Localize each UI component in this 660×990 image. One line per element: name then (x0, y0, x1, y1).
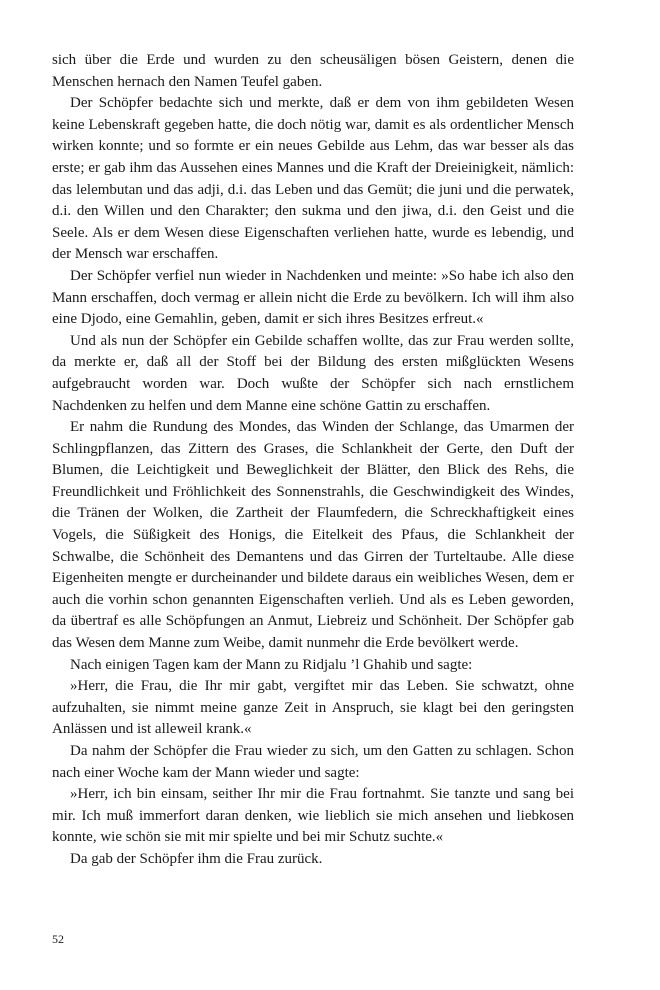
paragraph: Er nahm die Rundung des Mondes, das Winden der Schlange, das Umarmen der Schlingpflanzen, das Zittern des Grases, die Schlankheit der Gerte, den Duft der Blumen, die Leichtigkeit und Beweglichkeit der Blätter, den Blick des Rehs, die Freundlichkeit und Fröhlichkeit des Sonnenstrahls, die Geschwindigkeit des Windes, die Tränen der Wolken, die Zartheit der Flaumfedern, die Schreckhaftigkeit eines Vogels, die Süßigkeit des Honigs, die Eitelkeit des Pfaus, die Schlankheit der Schwalbe, die Schönheit des Demantens und das Girren der Turteltaube. Alle diese Eigenheiten mengte er durcheinander und bildete daraus ein weibliches Wesen, dem er auch die vorhin schon genannten Eigenschaften verlieh. Und als es Leben geworden, da übertraf es alle Schöpfungen an Anmut, Liebreiz und Schönheit. Der Schöpfer gab das Wesen dem Manne zum Weibe, damit nunmehr die Erde bevölkert werde. (52, 419, 574, 652)
paragraph: Der Schöpfer bedachte sich und merkte, daß er dem von ihm gebildeten Wesen keine Lebenskraft gegeben hatte, die doch nötig war, damit es als ordentlicher Mensch wirken konnte; und so formte er ein neues Gebilde aus Lehm, das war besser als das erste; er gab ihm das Aussehen eines Mannes und die Kraft der Dreieinigkeit, nämlich: das lelembutan und das adji, d.i. das Leben und das Gemüt; die juni und die perwatek, d.i. den Willen und den Charakter; den sukma und den jiwa, d.i. den Geist und die Seele. Als er dem Wesen diese Eigenschaften verliehen hatte, wurde es lebendig, und der Mensch war erschaffen. (52, 95, 574, 263)
paragraph-quote: »Herr, die Frau, die Ihr mir gabt, vergiftet mir das Leben. Sie schwatzt, ohne aufzuhalten, sie nimmt meine ganze Zeit in Anspruch, sie klagt bei den geringsten Anlässen und ist alleweil krank.« (52, 678, 574, 738)
paragraph: Da nahm der Schöpfer die Frau wieder zu sich, um den Gatten zu schlagen. Schon nach einer Woche kam der Mann wieder und sagte: (52, 743, 574, 781)
page-number: 52 (52, 932, 64, 946)
paragraph: Der Schöpfer verfiel nun wieder in Nachdenken und meinte: »So habe ich also den Mann erschaffen, doch vermag er allein nicht die Erde zu bevölkern. Ich will ihm also eine Djodo, eine Gemahlin, geben, damit er sich ihres Besitzes erfreut.« (52, 267, 574, 328)
paragraph: Und als nun der Schöpfer ein Gebilde schaffen wollte, das zur Frau werden sollte, da merkte er, daß all der Stoff bei der Bildung des ersten mißglückten Wesens aufgebraucht worden war. Doch wußte der Schöpfer sich nach ernstlichem Nachdenken zu helfen und dem Manne eine schöne Gattin zu erschaffen. (52, 332, 574, 414)
paragraph-continuation: sich über die Erde und wurden zu den scheusäligen bösen Geistern, denen die Menschen hernach den Namen Teufel gaben. (52, 52, 574, 90)
paragraph: Da gab der Schöpfer ihm die Frau zurück. (70, 850, 323, 867)
page-body (52, 50, 574, 871)
paragraph: Nach einigen Tagen kam der Mann zu Ridjalu ’l Ghahib und sagte: (70, 656, 473, 673)
paragraph-quote: »Herr, ich bin einsam, seither Ihr mir die Frau fortnahmt. Sie tanzte und sang bei mir. Ich muß immerfort daran denken, wie lieblich sie mich ansehen und liebkosen konnte, wie schön sie mit mir spielte und bei mir Schutz suchte.« (52, 786, 574, 846)
